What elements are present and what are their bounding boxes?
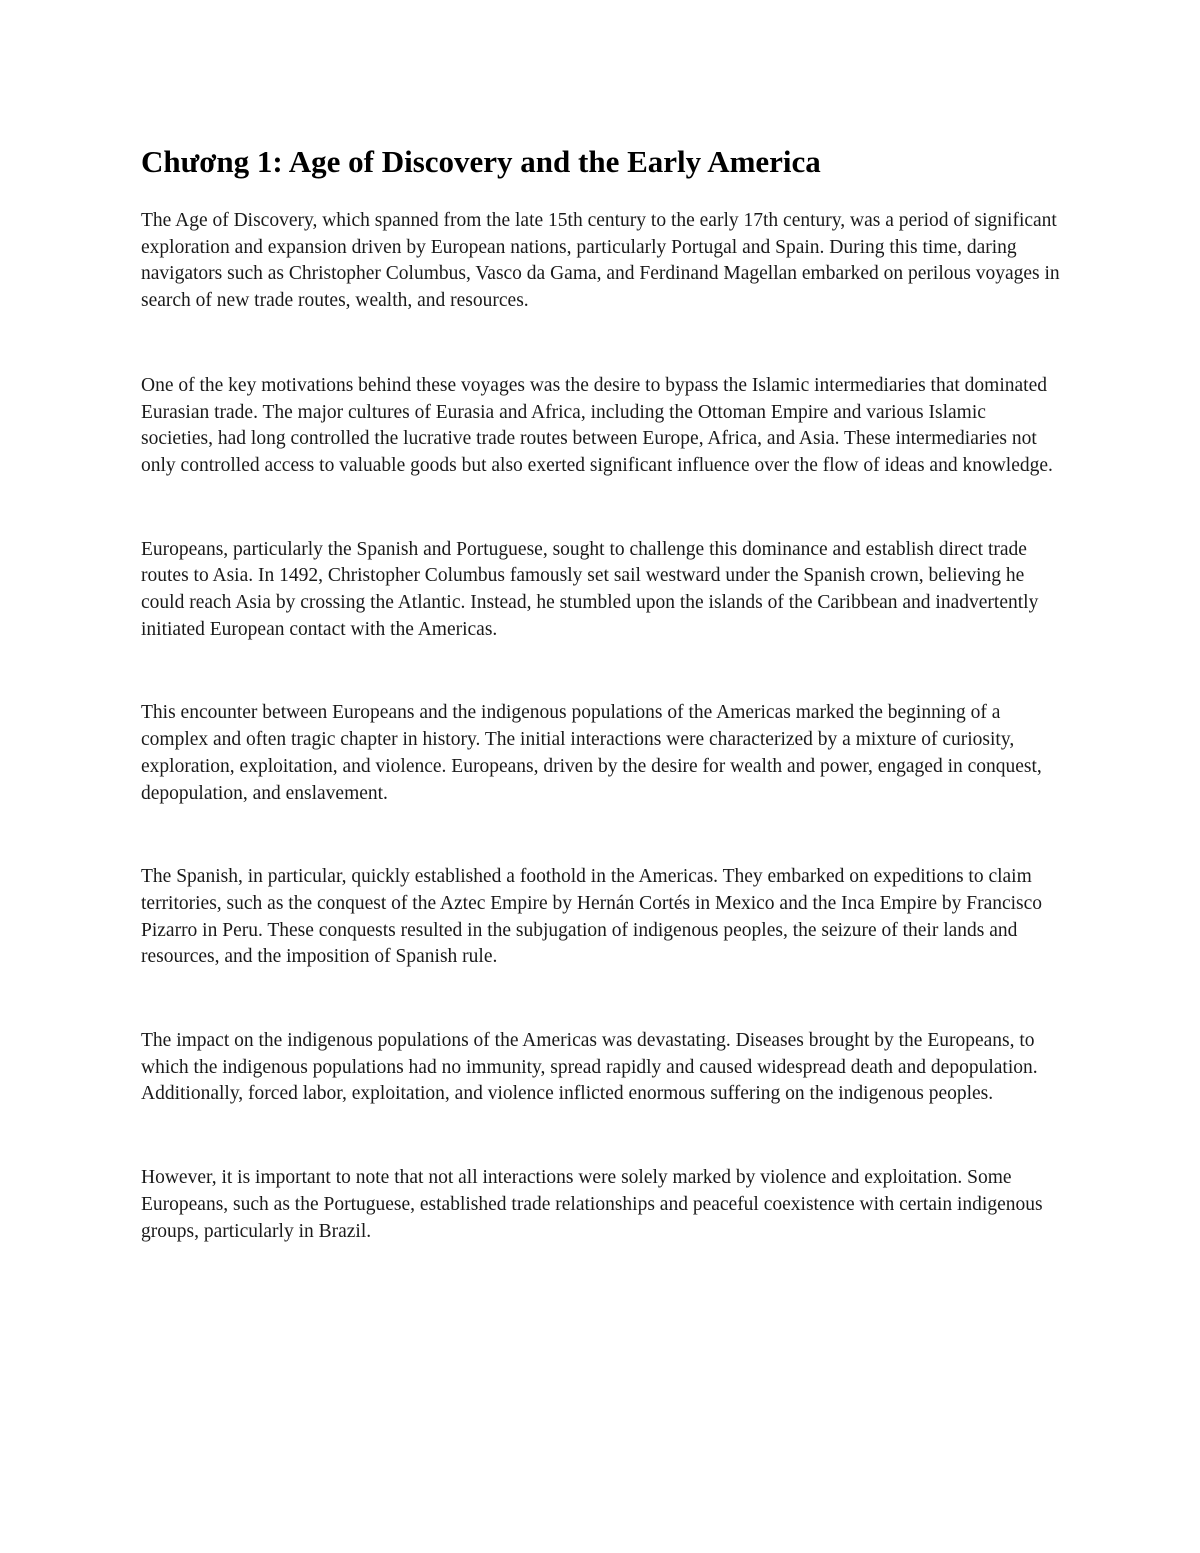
paragraph-6: The impact on the indigenous populations of the Americas was devastating. Diseases brought by the Europeans, to which the indigenous populations had no immunity, spread rapidly and caused widespread death and depopulation. Additionally, forced labor, exploitation, and violence inflicted enormous suffering on the indigenous peoples. (141, 1030, 1038, 1105)
document-title: Chương 1: Age of Discovery and the Early America (141, 144, 821, 179)
paragraph-5: The Spanish, in particular, quickly established a foothold in the Americas. They embarked on expeditions to claim territories, such as the conquest of the Aztec Empire by Hernán Cortés in Mexico and the Inca Empire by Francisco Pizarro in Peru. These conquests resulted in the subjugation of indigenous peoples, the seizure of their lands and resources, and the imposition of Spanish rule. (141, 866, 1043, 968)
paragraph-7: However, it is important to note that not all interactions were solely marked by violence and exploitation. Some Europeans, such as the Portuguese, established trade relationships and peaceful coexistence with certain indigenous groups, particularly in Brazil. (141, 1167, 1043, 1242)
paragraph-4: This encounter between Europeans and the indigenous populations of the Americas marked the beginning of a complex and often tragic chapter in history. The initial interactions were characterized by a mixture of curiosity, exploration, exploitation, and violence. Europeans, driven by the desire for wealth and power, engaged in conquest, depopulation, and enslavement. (141, 702, 1042, 804)
paragraph-1: The Age of Discovery, which spanned from the late 15th century to the early 17th century, was a period of significant exploration and expansion driven by European nations, particularly Portugal and Spain. During this time, daring navigators such as Christopher Columbus, Vasco da Gama, and Ferdinand Magellan embarked on perilous voyages in search of new trade routes, wealth, and resources. (141, 210, 1060, 312)
paragraph-3: Europeans, particularly the Spanish and Portuguese, sought to challenge this dominance and establish direct trade routes to Asia. In 1492, Christopher Columbus famously set sail westward under the Spanish crown, believing he could reach Asia by crossing the Atlantic. Instead, he stumbled upon the islands of the Caribbean and inadvertently initiated European contact with the Americas. (141, 538, 1039, 640)
paragraph-2: One of the key motivations behind these voyages was the desire to bypass the Islamic intermediaries that dominated Eurasian trade. The major cultures of Eurasia and Africa, including the Ottoman Empire and various Islamic societies, had long controlled the lucrative trade routes between Europe, Africa, and Asia. These intermediaries not only controlled access to valuable goods but also exerted significant influence over the flow of ideas and knowledge. (141, 374, 1053, 476)
